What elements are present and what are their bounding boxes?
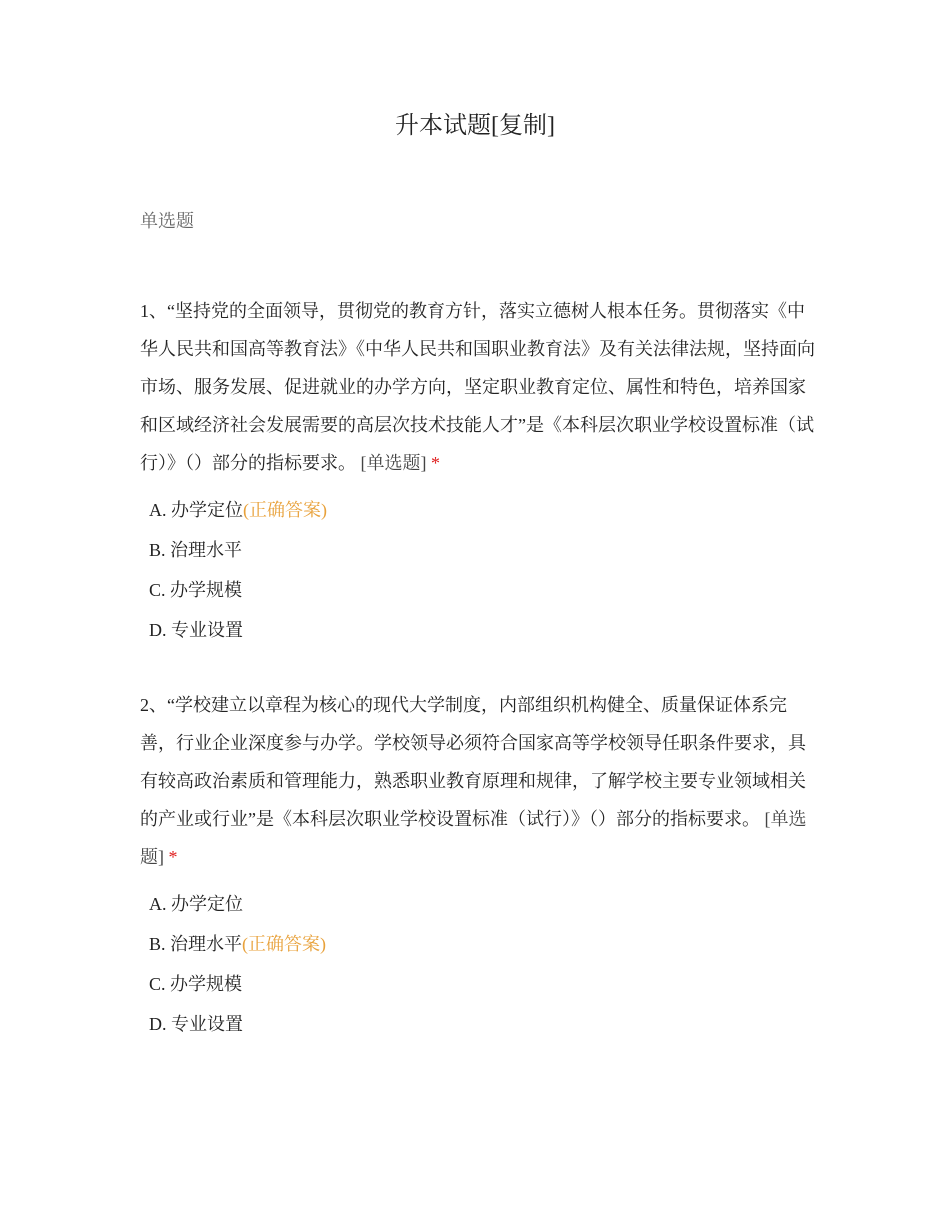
- option-b[interactable]: [149, 924, 815, 964]
- correct-answer-tag: (正确答案): [242, 934, 327, 954]
- option-list: [140, 490, 815, 650]
- option-label: A. 办学定位: [149, 894, 243, 914]
- option-label: A. 办学定位: [149, 500, 243, 520]
- option-label: C. 办学规模: [149, 974, 243, 994]
- question-stem: [140, 292, 815, 482]
- required-mark: *: [168, 847, 178, 867]
- section-label: 单选题: [140, 211, 194, 231]
- option-label: B. 治理水平: [149, 540, 243, 560]
- option-c[interactable]: [149, 964, 815, 1004]
- question-type-tag: [单选题]: [140, 809, 807, 867]
- option-c[interactable]: [149, 570, 815, 610]
- question-text: 2、“学校建立以章程为核心的现代大学制度，内部组织机构健全、质量保证体系完善，行业企业深度参与办学。学校领导必须符合国家高等学校领导任职条件要求，具有较高政治素质和管理能力，熟悉职业教育原理和规律，了解学校主要专业领域相关的产业或行业”是《本科层次职业学校设置标准（试行）》（）部分的指标要求。: [140, 695, 806, 829]
- option-label: D. 专业设置: [149, 1014, 243, 1034]
- question-2: [140, 686, 815, 1044]
- question-text: 1、“坚持党的全面领导，贯彻党的教育方针，落实立德树人根本任务。贯彻落实《中华人民共和国高等教育法》《中华人民共和国职业教育法》及有关法律法规，坚持面向市场、服务发展、促进就业的办学方向，坚定职业教育定位、属性和特色，培养国家和区域经济社会发展需要的高层次技术技能人才”是《本科层次职业学校设置标准（试行）》（）部分的指标要求。: [140, 301, 815, 473]
- option-d[interactable]: [149, 610, 815, 650]
- option-d[interactable]: [149, 1004, 815, 1044]
- document-title: 升本试题[复制]: [395, 113, 555, 139]
- option-a[interactable]: [149, 490, 815, 530]
- option-list: [140, 884, 815, 1044]
- option-b[interactable]: [149, 530, 815, 570]
- question-stem: [140, 686, 815, 876]
- option-label: D. 专业设置: [149, 620, 243, 640]
- required-mark: *: [431, 453, 440, 473]
- question-1: [140, 292, 815, 650]
- option-a[interactable]: [149, 884, 815, 924]
- option-label: C. 办学规模: [149, 580, 243, 600]
- option-label: B. 治理水平: [149, 934, 243, 954]
- correct-answer-tag: (正确答案): [243, 500, 327, 520]
- question-type-tag: [单选题]: [360, 453, 427, 473]
